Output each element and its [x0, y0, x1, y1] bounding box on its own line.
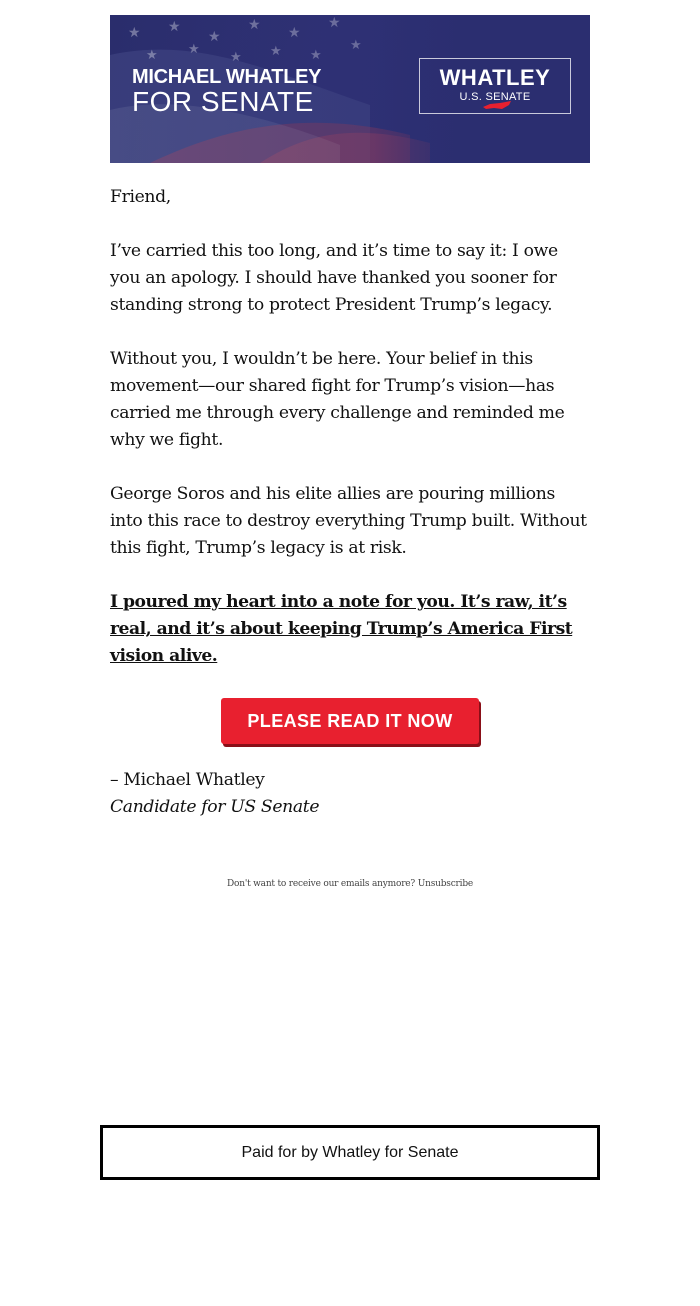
header-title — [132, 67, 321, 116]
unsubscribe-text: Don't want to receive our emails anymore? — [226, 879, 416, 889]
cta-container — [110, 698, 590, 744]
unsubscribe-line — [110, 879, 590, 889]
email-container — [110, 15, 590, 889]
logo-subtitle: U.S. SENATE — [459, 91, 531, 103]
unsubscribe-link[interactable]: Unsubscribe — [417, 879, 474, 889]
signature-name: – Michael Whatley — [110, 770, 265, 790]
paid-for-text: Paid for by Whatley for Senate — [241, 1143, 459, 1161]
logo-name: WHATLEY — [439, 65, 551, 90]
signature-title: Candidate for US Senate — [110, 797, 320, 817]
letter-paragraph-1: I’ve carried this too long, and it’s time to say it: I owe you an apology. I should have thanked you sooner for standing strong to protect President Trump’s legacy. — [110, 241, 558, 315]
paid-for-disclaimer — [100, 1125, 600, 1180]
north-carolina-state-icon — [482, 100, 512, 110]
read-note-link[interactable]: I poured my heart into a note for you. It’s raw, it’s real, and it’s about keeping Trump’s America First vision alive. — [110, 592, 573, 666]
letter-paragraph-3: George Soros and his elite allies are pouring millions into this race to destroy everything Trump built. Without this fight, Trump’s legacy is at risk. — [110, 484, 587, 558]
please-read-it-now-button[interactable]: PLEASE READ IT NOW — [221, 698, 479, 744]
greeting: Friend, — [110, 187, 171, 207]
campaign-logo — [419, 58, 571, 114]
header-banner — [110, 15, 590, 163]
header-title-line2: FOR SENATE — [132, 86, 314, 117]
letter-paragraph-2: Without you, I wouldn’t be here. Your belief in this movement—our shared fight for Trump’s vision—has carried me through every challenge and reminded me why we fight. — [110, 349, 565, 450]
header-title-line1: MICHAEL WHATLEY — [132, 66, 322, 88]
